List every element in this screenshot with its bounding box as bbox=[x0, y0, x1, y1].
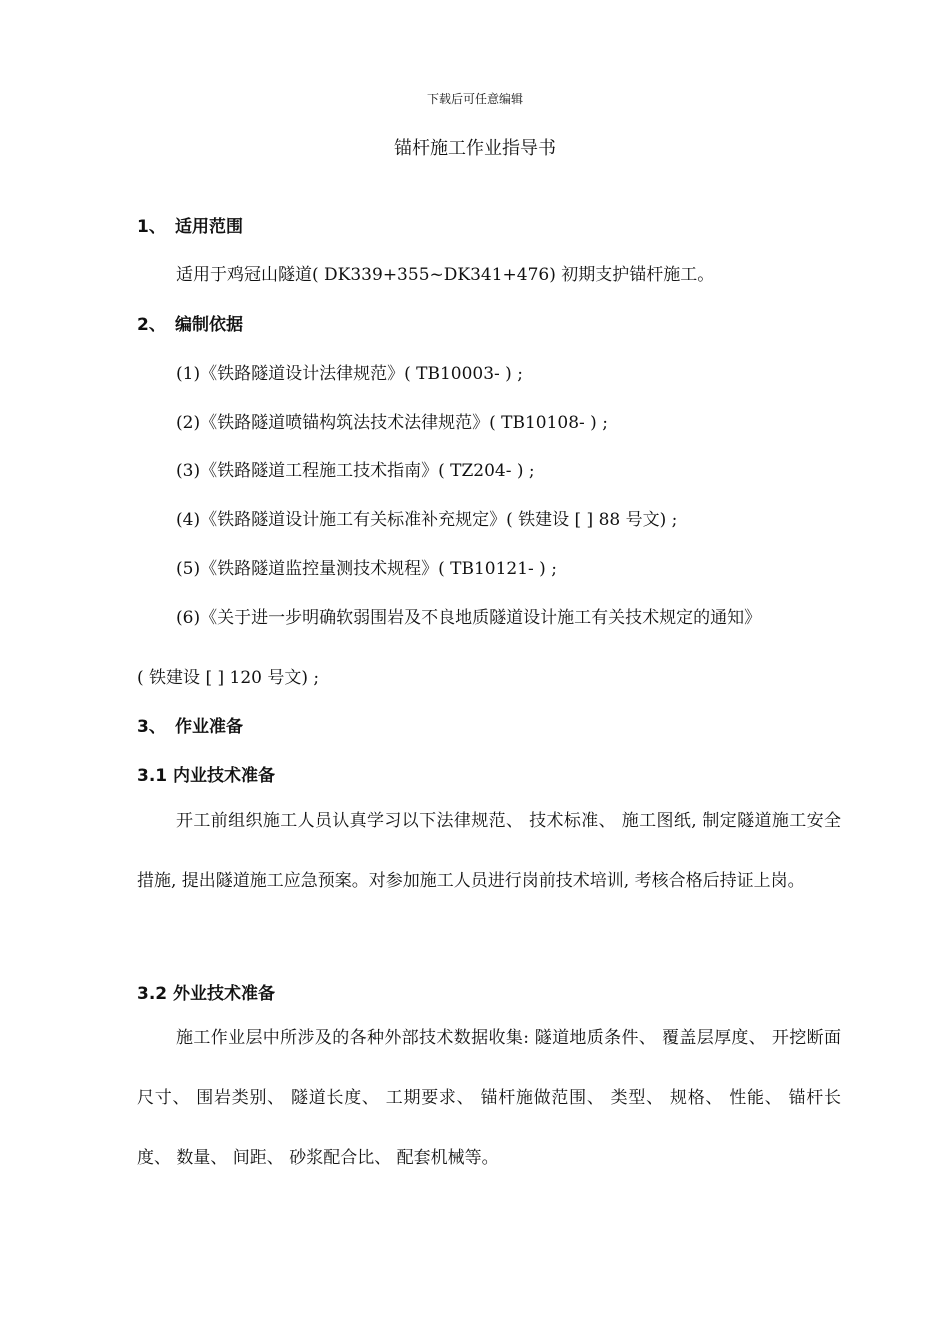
section-3-title: 作业准备 bbox=[175, 717, 243, 737]
section-1-number: 1、 bbox=[137, 217, 166, 237]
section-2-title: 编制依据 bbox=[175, 315, 243, 335]
subsection-3-2-heading: 3.2 外业技术准备 bbox=[137, 984, 276, 1004]
reference-item-3: (3)《铁路隧道工程施工技术指南》( TZ204- ) ; bbox=[176, 461, 535, 481]
download-note: 下载后可任意编辑 bbox=[426, 92, 523, 106]
reference-item-6-continuation: ( 铁建设 [ ] 120 号文) ; bbox=[137, 668, 320, 688]
section-1-heading bbox=[137, 212, 243, 237]
section-3-number: 3、 bbox=[137, 717, 166, 737]
section-1-title: 适用范围 bbox=[175, 217, 243, 237]
section-2-heading bbox=[137, 310, 243, 335]
subsection-3-1-heading: 3.1 内业技术准备 bbox=[137, 766, 276, 786]
reference-item-4: (4)《铁路隧道设计施工有关标准补充规定》( 铁建设 [ ] 88 号文) ; bbox=[176, 510, 678, 530]
reference-item-2: (2)《铁路隧道喷锚构筑法技术法律规范》( TB10108- ) ; bbox=[176, 413, 608, 433]
section-1-text: 适用于鸡冠山隧道( DK339+355~DK341+476) 初期支护锚杆施工。 bbox=[176, 265, 715, 285]
reference-item-1: (1)《铁路隧道设计法律规范》( TB10003- ) ; bbox=[176, 364, 523, 384]
section-3-heading bbox=[137, 712, 243, 737]
reference-item-5: (5)《铁路隧道监控量测技术规程》( TB10121- ) ; bbox=[176, 559, 557, 579]
subsection-3-2-paragraph: 施工作业层中所涉及的各种外部技术数据收集: 隧道地质条件、 覆盖层厚度、 开挖断面尺寸、 围岩类别、 隧道长度、 工期要求、 锚杆施做范围、 类型、 规格、 性能、 锚杆长度、 数量、 间距、 砂浆配合比、 配套机械等。 bbox=[137, 1028, 841, 1168]
reference-item-6: (6)《关于进一步明确软弱围岩及不良地质隧道设计施工有关技术规定的通知》 bbox=[176, 608, 762, 628]
subsection-3-1-paragraph: 开工前组织施工人员认真学习以下法律规范、 技术标准、 施工图纸, 制定隧道施工安全措施, 提出隧道施工应急预案。对参加施工人员进行岗前技术培训, 考核合格后持证上岗。 bbox=[137, 811, 841, 891]
document-title: 锚杆施工作业指导书 bbox=[394, 138, 556, 159]
section-2-number: 2、 bbox=[137, 315, 166, 335]
